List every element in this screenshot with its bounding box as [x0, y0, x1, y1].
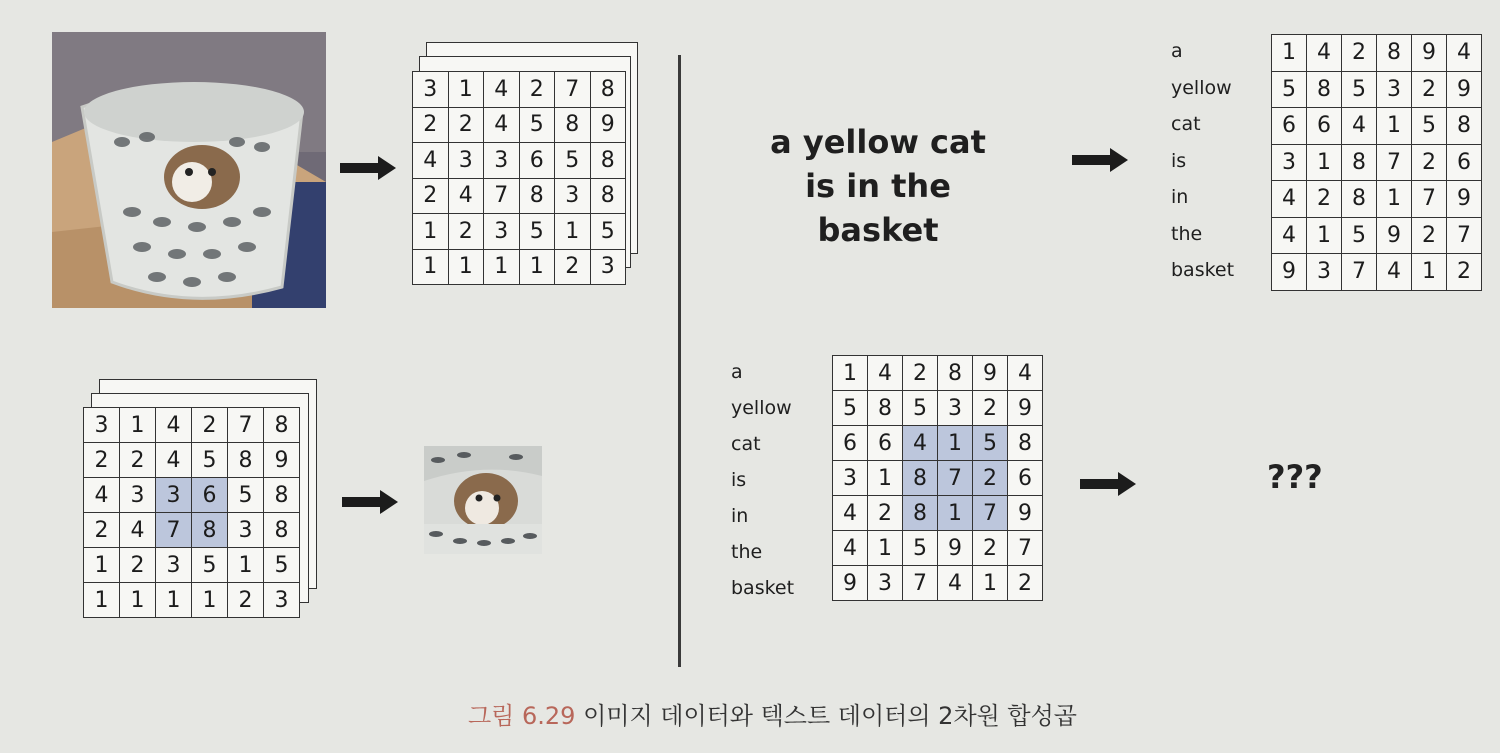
- unknown-result: ???: [1267, 458, 1323, 496]
- grid-cell: 3: [84, 408, 120, 443]
- right-arrow-icon: [342, 490, 398, 514]
- grid-row: [1272, 108, 1482, 145]
- grid-cell: 8: [264, 513, 300, 548]
- grid-cell: 1: [448, 249, 484, 285]
- word-label: basket: [731, 577, 795, 599]
- grid-row: [84, 443, 300, 478]
- grid-cell: 5: [192, 548, 228, 583]
- grid-cell: 8: [903, 461, 938, 496]
- grid-cell: 1: [84, 548, 120, 583]
- grid-cell: 9: [833, 566, 868, 601]
- grid-cell: 5: [264, 548, 300, 583]
- grid-cell: 1: [519, 249, 555, 285]
- grid-cell: 1: [938, 426, 973, 461]
- grid-cell: 2: [1412, 71, 1447, 108]
- image-grid: [412, 71, 626, 285]
- grid-cell: 9: [590, 107, 626, 143]
- grid-cell: 8: [590, 72, 626, 108]
- grid-cell: 4: [938, 566, 973, 601]
- grid-cell: 4: [156, 408, 192, 443]
- grid-row: [1272, 181, 1482, 218]
- grid-cell: 1: [413, 214, 449, 250]
- grid-cell: 4: [1307, 35, 1342, 72]
- grid-cell: 4: [1447, 35, 1482, 72]
- grid-cell: 6: [1307, 108, 1342, 145]
- grid-cell: 5: [1412, 108, 1447, 145]
- grid-row: [833, 426, 1043, 461]
- grid-row: [413, 178, 626, 214]
- grid-cell: 2: [84, 443, 120, 478]
- figure-caption: [468, 696, 1077, 731]
- grid-cell: 4: [120, 513, 156, 548]
- grid-cell: 9: [938, 531, 973, 566]
- word-label: yellow: [731, 397, 792, 419]
- grid-cell: 4: [1272, 181, 1307, 218]
- grid-cell: 3: [1377, 71, 1412, 108]
- word-label: in: [1171, 186, 1189, 208]
- figure-label: 그림 6.29: [468, 702, 576, 730]
- grid-cell: 3: [120, 478, 156, 513]
- grid-cell: 2: [448, 214, 484, 250]
- grid-cell: 8: [1342, 144, 1377, 181]
- grid-cell: 7: [903, 566, 938, 601]
- word-label: yellow: [1171, 76, 1232, 99]
- grid-cell: 7: [156, 513, 192, 548]
- grid-cell: 6: [1447, 144, 1482, 181]
- grid-row: [833, 531, 1043, 566]
- cat-crop-photo: [424, 446, 542, 554]
- grid-cell: 5: [192, 443, 228, 478]
- grid-cell: 5: [903, 531, 938, 566]
- grid-cell: 3: [1272, 144, 1307, 181]
- grid-cell: 4: [84, 478, 120, 513]
- grid-row: [1272, 144, 1482, 181]
- grid-cell: 3: [555, 178, 591, 214]
- figure-caption-text: 이미지 데이터와 텍스트 데이터의 2차원 합성곱: [583, 702, 1077, 730]
- grid-cell: 8: [264, 478, 300, 513]
- grid-cell: 9: [1412, 35, 1447, 72]
- grid-cell: 5: [1272, 71, 1307, 108]
- grid-cell: 2: [120, 443, 156, 478]
- word-label: is: [1171, 149, 1187, 172]
- sentence-line-1: a yellow cat: [770, 123, 986, 161]
- grid-cell: 2: [1412, 217, 1447, 254]
- grid-cell: 8: [1377, 35, 1412, 72]
- grid-cell: 2: [413, 178, 449, 214]
- grid-cell: 8: [555, 107, 591, 143]
- grid-cell: 3: [156, 478, 192, 513]
- sentence-text: [740, 120, 1016, 252]
- text-embedding-grid-highlighted: [832, 355, 1043, 601]
- grid-row: [84, 548, 300, 583]
- grid-cell: 8: [192, 513, 228, 548]
- grid-cell: 5: [833, 391, 868, 426]
- grid-cell: 4: [448, 178, 484, 214]
- grid-cell: 8: [903, 496, 938, 531]
- grid-cell: 3: [228, 513, 264, 548]
- grid-cell: 3: [264, 583, 300, 618]
- grid-cell: 9: [1008, 391, 1043, 426]
- grid-cell: 2: [973, 531, 1008, 566]
- grid-cell: 7: [555, 72, 591, 108]
- grid-cell: 3: [590, 249, 626, 285]
- grid-cell: 1: [833, 356, 868, 391]
- grid-cell: 6: [192, 478, 228, 513]
- grid-row: [833, 391, 1043, 426]
- grid-cell: 5: [973, 426, 1008, 461]
- word-label: in: [731, 505, 749, 527]
- grid-row: [84, 408, 300, 443]
- grid-cell: 3: [484, 214, 520, 250]
- image-tensor-top: [412, 42, 640, 284]
- grid-cell: 9: [1008, 496, 1043, 531]
- grid-row: [833, 356, 1043, 391]
- word-label: the: [731, 541, 763, 563]
- grid-cell: 2: [973, 461, 1008, 496]
- grid-cell: 8: [1307, 71, 1342, 108]
- grid-cell: 5: [1342, 217, 1377, 254]
- grid-cell: 4: [413, 143, 449, 179]
- grid-row: [413, 143, 626, 179]
- grid-cell: 4: [1008, 356, 1043, 391]
- grid-cell: 5: [228, 478, 264, 513]
- word-label: cat: [1171, 113, 1201, 135]
- grid-cell: 3: [448, 143, 484, 179]
- grid-cell: 4: [1272, 217, 1307, 254]
- grid-cell: 6: [868, 426, 903, 461]
- grid-cell: 2: [1412, 144, 1447, 181]
- grid-cell: 2: [1447, 254, 1482, 291]
- grid-row: [413, 107, 626, 143]
- word-label: basket: [1171, 259, 1235, 281]
- grid-cell: 6: [519, 143, 555, 179]
- grid-cell: 2: [1342, 35, 1377, 72]
- grid-cell: 2: [228, 583, 264, 618]
- grid-cell: 5: [590, 214, 626, 250]
- grid-cell: 1: [484, 249, 520, 285]
- grid-row: [413, 214, 626, 250]
- right-arrow-icon: [1072, 148, 1128, 172]
- grid-cell: 4: [868, 356, 903, 391]
- grid-cell: 2: [519, 72, 555, 108]
- word-label: a: [731, 361, 743, 383]
- word-labels-top: [1171, 33, 1234, 289]
- grid-cell: 2: [1307, 181, 1342, 218]
- grid-cell: 4: [833, 531, 868, 566]
- grid-cell: 7: [484, 178, 520, 214]
- grid-cell: 8: [519, 178, 555, 214]
- grid-cell: 9: [1447, 71, 1482, 108]
- word-label: is: [731, 469, 747, 491]
- grid-cell: 3: [484, 143, 520, 179]
- grid-cell: 1: [555, 214, 591, 250]
- grid-cell: 3: [833, 461, 868, 496]
- cat-basket-photo: [52, 32, 326, 308]
- grid-cell: 1: [868, 531, 903, 566]
- grid-cell: 8: [1342, 181, 1377, 218]
- grid-cell: 4: [1342, 108, 1377, 145]
- grid-cell: 1: [1412, 254, 1447, 291]
- grid-cell: 1: [192, 583, 228, 618]
- grid-cell: 1: [228, 548, 264, 583]
- grid-cell: 5: [519, 214, 555, 250]
- grid-cell: 3: [413, 72, 449, 108]
- image-grid-highlighted: [83, 407, 300, 618]
- grid-cell: 2: [973, 391, 1008, 426]
- divider: [678, 55, 681, 667]
- grid-cell: 2: [868, 496, 903, 531]
- grid-cell: 4: [484, 107, 520, 143]
- grid-cell: 5: [1342, 71, 1377, 108]
- grid-cell: 9: [264, 443, 300, 478]
- grid-cell: 8: [590, 178, 626, 214]
- grid-row: [833, 566, 1043, 601]
- grid-cell: 1: [1272, 35, 1307, 72]
- grid-cell: 3: [938, 391, 973, 426]
- grid-cell: 1: [938, 496, 973, 531]
- grid-cell: 4: [903, 426, 938, 461]
- grid-cell: 7: [1008, 531, 1043, 566]
- grid-cell: 1: [1307, 217, 1342, 254]
- grid-cell: 3: [156, 548, 192, 583]
- grid-cell: 1: [448, 72, 484, 108]
- grid-cell: 8: [228, 443, 264, 478]
- grid-cell: 9: [1377, 217, 1412, 254]
- grid-cell: 1: [413, 249, 449, 285]
- grid-cell: 9: [1447, 181, 1482, 218]
- grid-cell: 6: [833, 426, 868, 461]
- grid-cell: 1: [1377, 108, 1412, 145]
- grid-cell: 1: [156, 583, 192, 618]
- word-label: cat: [731, 433, 761, 455]
- grid-row: [84, 583, 300, 618]
- grid-cell: 8: [938, 356, 973, 391]
- grid-cell: 6: [1008, 461, 1043, 496]
- text-embedding-grid: [1271, 34, 1482, 291]
- grid-cell: 4: [833, 496, 868, 531]
- grid-cell: 1: [1307, 144, 1342, 181]
- grid-cell: 8: [590, 143, 626, 179]
- grid-cell: 1: [120, 408, 156, 443]
- grid-cell: 4: [156, 443, 192, 478]
- grid-row: [84, 478, 300, 513]
- grid-row: [413, 249, 626, 285]
- grid-cell: 5: [903, 391, 938, 426]
- grid-cell: 8: [1447, 108, 1482, 145]
- right-arrow-icon: [340, 156, 396, 180]
- grid-cell: 6: [1272, 108, 1307, 145]
- grid-row: [1272, 35, 1482, 72]
- grid-cell: 8: [1008, 426, 1043, 461]
- grid-row: [1272, 254, 1482, 291]
- sentence-line-2: is in the basket: [805, 167, 951, 249]
- grid-row: [833, 496, 1043, 531]
- grid-cell: 2: [1008, 566, 1043, 601]
- grid-cell: 5: [519, 107, 555, 143]
- grid-cell: 7: [1447, 217, 1482, 254]
- grid-cell: 7: [228, 408, 264, 443]
- grid-cell: 2: [120, 548, 156, 583]
- grid-cell: 7: [1377, 144, 1412, 181]
- right-arrow-icon: [1080, 472, 1136, 496]
- grid-cell: 7: [938, 461, 973, 496]
- grid-cell: 3: [1307, 254, 1342, 291]
- grid-row: [413, 72, 626, 108]
- grid-cell: 9: [1272, 254, 1307, 291]
- grid-cell: 8: [264, 408, 300, 443]
- grid-row: [833, 461, 1043, 496]
- grid-cell: 9: [973, 356, 1008, 391]
- grid-cell: 5: [555, 143, 591, 179]
- word-labels-bottom: [731, 354, 794, 606]
- word-label: a: [1171, 40, 1183, 62]
- grid-cell: 1: [84, 583, 120, 618]
- grid-cell: 2: [84, 513, 120, 548]
- grid-row: [1272, 71, 1482, 108]
- grid-cell: 2: [448, 107, 484, 143]
- grid-cell: 1: [868, 461, 903, 496]
- grid-cell: 8: [868, 391, 903, 426]
- grid-cell: 2: [903, 356, 938, 391]
- grid-cell: 3: [868, 566, 903, 601]
- grid-cell: 4: [484, 72, 520, 108]
- grid-cell: 4: [1377, 254, 1412, 291]
- grid-cell: 2: [192, 408, 228, 443]
- grid-cell: 1: [973, 566, 1008, 601]
- image-tensor-bottom: [83, 379, 319, 629]
- grid-cell: 7: [973, 496, 1008, 531]
- grid-cell: 1: [120, 583, 156, 618]
- grid-cell: 1: [1377, 181, 1412, 218]
- grid-cell: 7: [1412, 181, 1447, 218]
- grid-row: [1272, 217, 1482, 254]
- grid-row: [84, 513, 300, 548]
- grid-cell: 2: [555, 249, 591, 285]
- grid-cell: 2: [413, 107, 449, 143]
- grid-cell: 7: [1342, 254, 1377, 291]
- word-label: the: [1171, 222, 1203, 245]
